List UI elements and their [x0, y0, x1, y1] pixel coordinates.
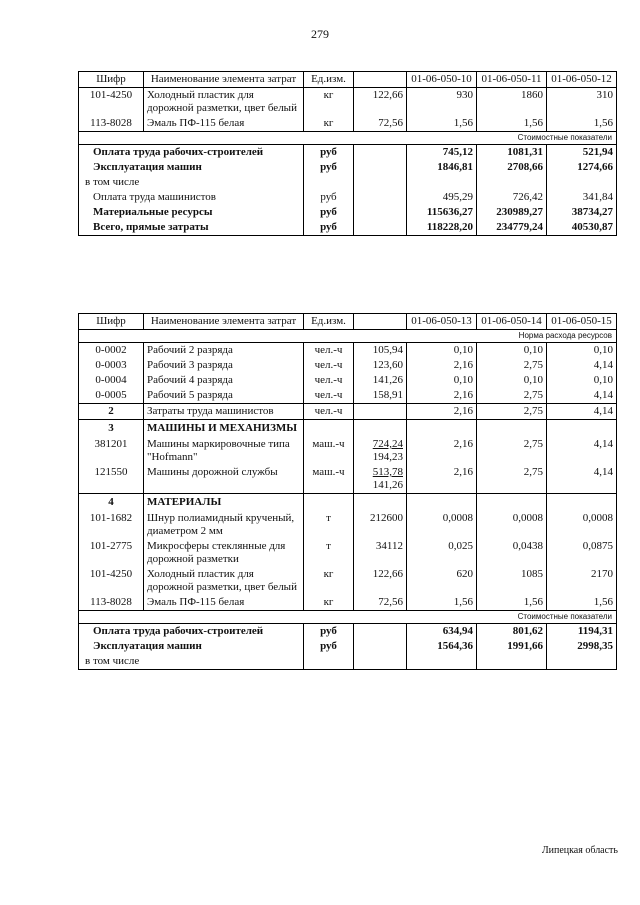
cost-value: 495,29 [407, 190, 477, 205]
table-cell: 72,56 [354, 595, 407, 611]
divider-cost [79, 611, 617, 624]
cost-value: 115636,27 [407, 205, 477, 220]
cost-unit: руб [304, 160, 354, 175]
cost-unit: руб [304, 220, 354, 236]
table-cell: 1,56 [547, 116, 617, 132]
table-cell: 0,0008 [477, 511, 547, 539]
machine-price [354, 437, 407, 465]
table-cell: 2 [79, 404, 144, 420]
table-cell: чел.-ч [304, 343, 354, 359]
cost-value: 1081,31 [477, 145, 547, 161]
section-divider-label: Норма расхода ресурсов [79, 330, 617, 343]
labor-row [79, 358, 617, 373]
table-cell: 0,10 [407, 343, 477, 359]
labor-row [79, 343, 617, 359]
column-header: 01-06-050-15 [547, 314, 617, 330]
page-number: 279 [311, 27, 329, 41]
table-cell: т [304, 511, 354, 539]
labor-row [79, 388, 617, 404]
table-cell: Эмаль ПФ-115 белая [144, 116, 304, 132]
column-header: 01-06-050-13 [407, 314, 477, 330]
table-cell: 0,0008 [547, 511, 617, 539]
section-header-machines [79, 420, 617, 438]
column-header [354, 72, 407, 88]
machine-unit: маш.-ч [304, 437, 354, 465]
column-header: Наименование элемента затрат [144, 72, 304, 88]
table-cell: 2,75 [477, 358, 547, 373]
machine-price-labor: 194,23 [372, 451, 403, 463]
table-header-row [79, 314, 617, 330]
cost-value: 521,94 [547, 145, 617, 161]
divider-norm [79, 330, 617, 343]
cost-unit: руб [304, 639, 354, 654]
cost-name: Оплата труда рабочих-строителей [79, 145, 304, 161]
cost-row [79, 190, 617, 205]
cost-name: Эксплуатация машин [79, 639, 304, 654]
section-divider-label: Стоимостные показатели [79, 132, 617, 145]
table-cell: чел.-ч [304, 388, 354, 404]
cost-name: в том числе [79, 175, 304, 190]
footer-region: Липецкая область [541, 845, 618, 856]
table-cell: 0,10 [547, 343, 617, 359]
empty-cell [407, 494, 477, 512]
cost-value: 1274,66 [547, 160, 617, 175]
cost-unit: руб [304, 145, 354, 161]
column-header: Шифр [79, 72, 144, 88]
machine-code: 381201 [79, 437, 144, 465]
table-cell: 2,75 [477, 437, 547, 465]
table-cell: 0-0003 [79, 358, 144, 373]
table-cell: 0,025 [407, 539, 477, 567]
table-cell: Микросферы стеклянные для дорожной разметки [144, 539, 304, 567]
material-row [79, 539, 617, 567]
cost-name: Всего, прямые затраты [79, 220, 304, 236]
table-cell: 4,14 [547, 388, 617, 404]
empty-cell [354, 220, 407, 236]
cost-name: Оплата труда рабочих-строителей [79, 624, 304, 640]
table-cell: чел.-ч [304, 404, 354, 420]
column-header: Наименование элемента затрат [144, 314, 304, 330]
cost-name: в том числе [79, 654, 304, 670]
table-cell: кг [304, 595, 354, 611]
table-cell: Рабочий 3 разряда [144, 358, 304, 373]
table-cell: Эмаль ПФ-115 белая [144, 595, 304, 611]
cost-value: 2998,35 [547, 639, 617, 654]
column-header: Шифр [79, 314, 144, 330]
machine-row [79, 465, 617, 494]
column-header: 01-06-050-11 [477, 72, 547, 88]
table-cell [354, 404, 407, 420]
cost-value: 230989,27 [477, 205, 547, 220]
cost-value: 40530,87 [547, 220, 617, 236]
table-cell: 113-8028 [79, 595, 144, 611]
table-cell: Затраты труда машинистов [144, 404, 304, 420]
section-title: МАШИНЫ И МЕХАНИЗМЫ [144, 420, 304, 438]
cost-row [79, 145, 617, 161]
cost-row [79, 654, 617, 670]
table-cell: 620 [407, 567, 477, 595]
machine-price-total: 513,78 [372, 466, 403, 478]
table-cell: Рабочий 5 разряда [144, 388, 304, 404]
machine-unit: маш.-ч [304, 465, 354, 494]
machinists-row [79, 404, 617, 420]
table-cell: 0,0438 [477, 539, 547, 567]
cost-value: 118228,20 [407, 220, 477, 236]
table-cell: 101-1682 [79, 511, 144, 539]
cost-unit: руб [304, 624, 354, 640]
empty-cell [354, 175, 407, 190]
table-cell: 122,66 [354, 567, 407, 595]
table-cell: 4,14 [547, 437, 617, 465]
empty-cell [407, 420, 477, 438]
table-cell: 0,10 [407, 373, 477, 388]
table-cell: Холодный пластик для дорожной разметки, цвет белый [144, 567, 304, 595]
table-cell: т [304, 539, 354, 567]
section-header-materials [79, 494, 617, 512]
table-cell: Шнур полиамидный крученый, диаметром 2 мм [144, 511, 304, 539]
cost-value [547, 654, 617, 670]
section-number: 4 [79, 494, 144, 512]
labor-row [79, 373, 617, 388]
table-cell: 123,60 [354, 358, 407, 373]
table-cell: 72,56 [354, 116, 407, 132]
material-row [79, 116, 617, 132]
cost-row [79, 220, 617, 236]
cost-value [407, 175, 477, 190]
cost-value: 1991,66 [477, 639, 547, 654]
cost-value [477, 175, 547, 190]
empty-cell [354, 654, 407, 670]
table-cell: 0,10 [477, 343, 547, 359]
machine-name: Машины маркировочные типа "Hofmann" [144, 437, 304, 465]
cost-value: 234779,24 [477, 220, 547, 236]
column-header: Ед.изм. [304, 314, 354, 330]
empty-cell [354, 205, 407, 220]
cost-name: Оплата труда машинистов [79, 190, 304, 205]
material-row [79, 567, 617, 595]
cost-name: Эксплуатация машин [79, 160, 304, 175]
table-cell: 105,94 [354, 343, 407, 359]
table-cell: 0,0875 [547, 539, 617, 567]
table-cell: 101-4250 [79, 88, 144, 117]
table-cell: 0-0002 [79, 343, 144, 359]
table-cell: 4,14 [547, 404, 617, 420]
cost-unit: руб [304, 190, 354, 205]
cost-value: 801,62 [477, 624, 547, 640]
column-header: 01-06-050-12 [547, 72, 617, 88]
machine-code: 121550 [79, 465, 144, 494]
table-cell: 930 [407, 88, 477, 117]
cost-value: 745,12 [407, 145, 477, 161]
table-cell: 101-2775 [79, 539, 144, 567]
cost-row [79, 205, 617, 220]
cost-value: 1194,31 [547, 624, 617, 640]
table-cell: 2,75 [477, 465, 547, 494]
table-cell: 34112 [354, 539, 407, 567]
column-header: 01-06-050-14 [477, 314, 547, 330]
cost-unit: руб [304, 205, 354, 220]
empty-cell [547, 420, 617, 438]
table-cell: 141,26 [354, 373, 407, 388]
cost-row [79, 624, 617, 640]
cost-row [79, 175, 617, 190]
table-cell: чел.-ч [304, 373, 354, 388]
table-cell: 1860 [477, 88, 547, 117]
resource-table-2 [78, 313, 617, 670]
table-cell: 0-0005 [79, 388, 144, 404]
machine-price-labor: 141,26 [372, 479, 403, 491]
cost-name: Материальные ресурсы [79, 205, 304, 220]
table-cell: 113-8028 [79, 116, 144, 132]
cost-row [79, 639, 617, 654]
material-row [79, 88, 617, 117]
machine-name: Машины дорожной службы [144, 465, 304, 494]
table-cell: 0,10 [547, 373, 617, 388]
empty-cell [477, 494, 547, 512]
table-cell: кг [304, 567, 354, 595]
table-cell: кг [304, 116, 354, 132]
resource-table-1 [78, 71, 617, 236]
column-header [354, 314, 407, 330]
table-cell: 101-4250 [79, 567, 144, 595]
machine-price-total: 724,24 [372, 438, 403, 450]
table-cell: 2,16 [407, 388, 477, 404]
table-cell: 2,16 [407, 465, 477, 494]
cost-value: 38734,27 [547, 205, 617, 220]
machine-price [354, 465, 407, 494]
empty-cell [477, 420, 547, 438]
table-cell: Рабочий 4 разряда [144, 373, 304, 388]
table-cell: Рабочий 2 разряда [144, 343, 304, 359]
machine-row [79, 437, 617, 465]
cost-value [547, 175, 617, 190]
cost-unit [304, 654, 354, 670]
section-title: МАТЕРИАЛЫ [144, 494, 304, 512]
section-number: 3 [79, 420, 144, 438]
table-cell: кг [304, 88, 354, 117]
table-cell: 0-0004 [79, 373, 144, 388]
empty-cell [354, 624, 407, 640]
table-cell: 1085 [477, 567, 547, 595]
table-cell: 2170 [547, 567, 617, 595]
empty-cell [354, 494, 407, 512]
empty-cell [354, 639, 407, 654]
table-cell: 310 [547, 88, 617, 117]
cost-value [407, 654, 477, 670]
table-cell: 212600 [354, 511, 407, 539]
table-header-row [79, 72, 617, 88]
table-cell: Холодный пластик для дорожной разметки, цвет белый [144, 88, 304, 117]
empty-cell [354, 420, 407, 438]
table-cell: 2,75 [477, 404, 547, 420]
table-cell: 2,16 [407, 437, 477, 465]
section-divider-label: Стоимостные показатели [79, 611, 617, 624]
empty-cell [354, 145, 407, 161]
table-cell: 2,16 [407, 358, 477, 373]
empty-cell [354, 160, 407, 175]
cost-value: 726,42 [477, 190, 547, 205]
empty-cell [304, 420, 354, 438]
table-cell: 1,56 [477, 116, 547, 132]
cost-value: 2708,66 [477, 160, 547, 175]
cost-value: 341,84 [547, 190, 617, 205]
table-cell: 4,14 [547, 465, 617, 494]
column-header: Ед.изм. [304, 72, 354, 88]
table-cell: 1,56 [477, 595, 547, 611]
cost-value [477, 654, 547, 670]
divider-cost [79, 132, 617, 145]
material-row [79, 595, 617, 611]
table-cell: 1,56 [547, 595, 617, 611]
empty-cell [304, 494, 354, 512]
table-cell: 1,56 [407, 595, 477, 611]
table-cell: чел.-ч [304, 358, 354, 373]
empty-cell [354, 190, 407, 205]
table-cell: 2,75 [477, 388, 547, 404]
cost-value: 1564,36 [407, 639, 477, 654]
material-row [79, 511, 617, 539]
table-cell: 122,66 [354, 88, 407, 117]
cost-row [79, 160, 617, 175]
empty-cell [547, 494, 617, 512]
table-cell: 0,0008 [407, 511, 477, 539]
table-cell: 158,91 [354, 388, 407, 404]
column-header: 01-06-050-10 [407, 72, 477, 88]
table-cell: 1,56 [407, 116, 477, 132]
cost-value: 634,94 [407, 624, 477, 640]
cost-unit [304, 175, 354, 190]
table-cell: 0,10 [477, 373, 547, 388]
table-cell: 2,16 [407, 404, 477, 420]
table-cell: 4,14 [547, 358, 617, 373]
cost-value: 1846,81 [407, 160, 477, 175]
